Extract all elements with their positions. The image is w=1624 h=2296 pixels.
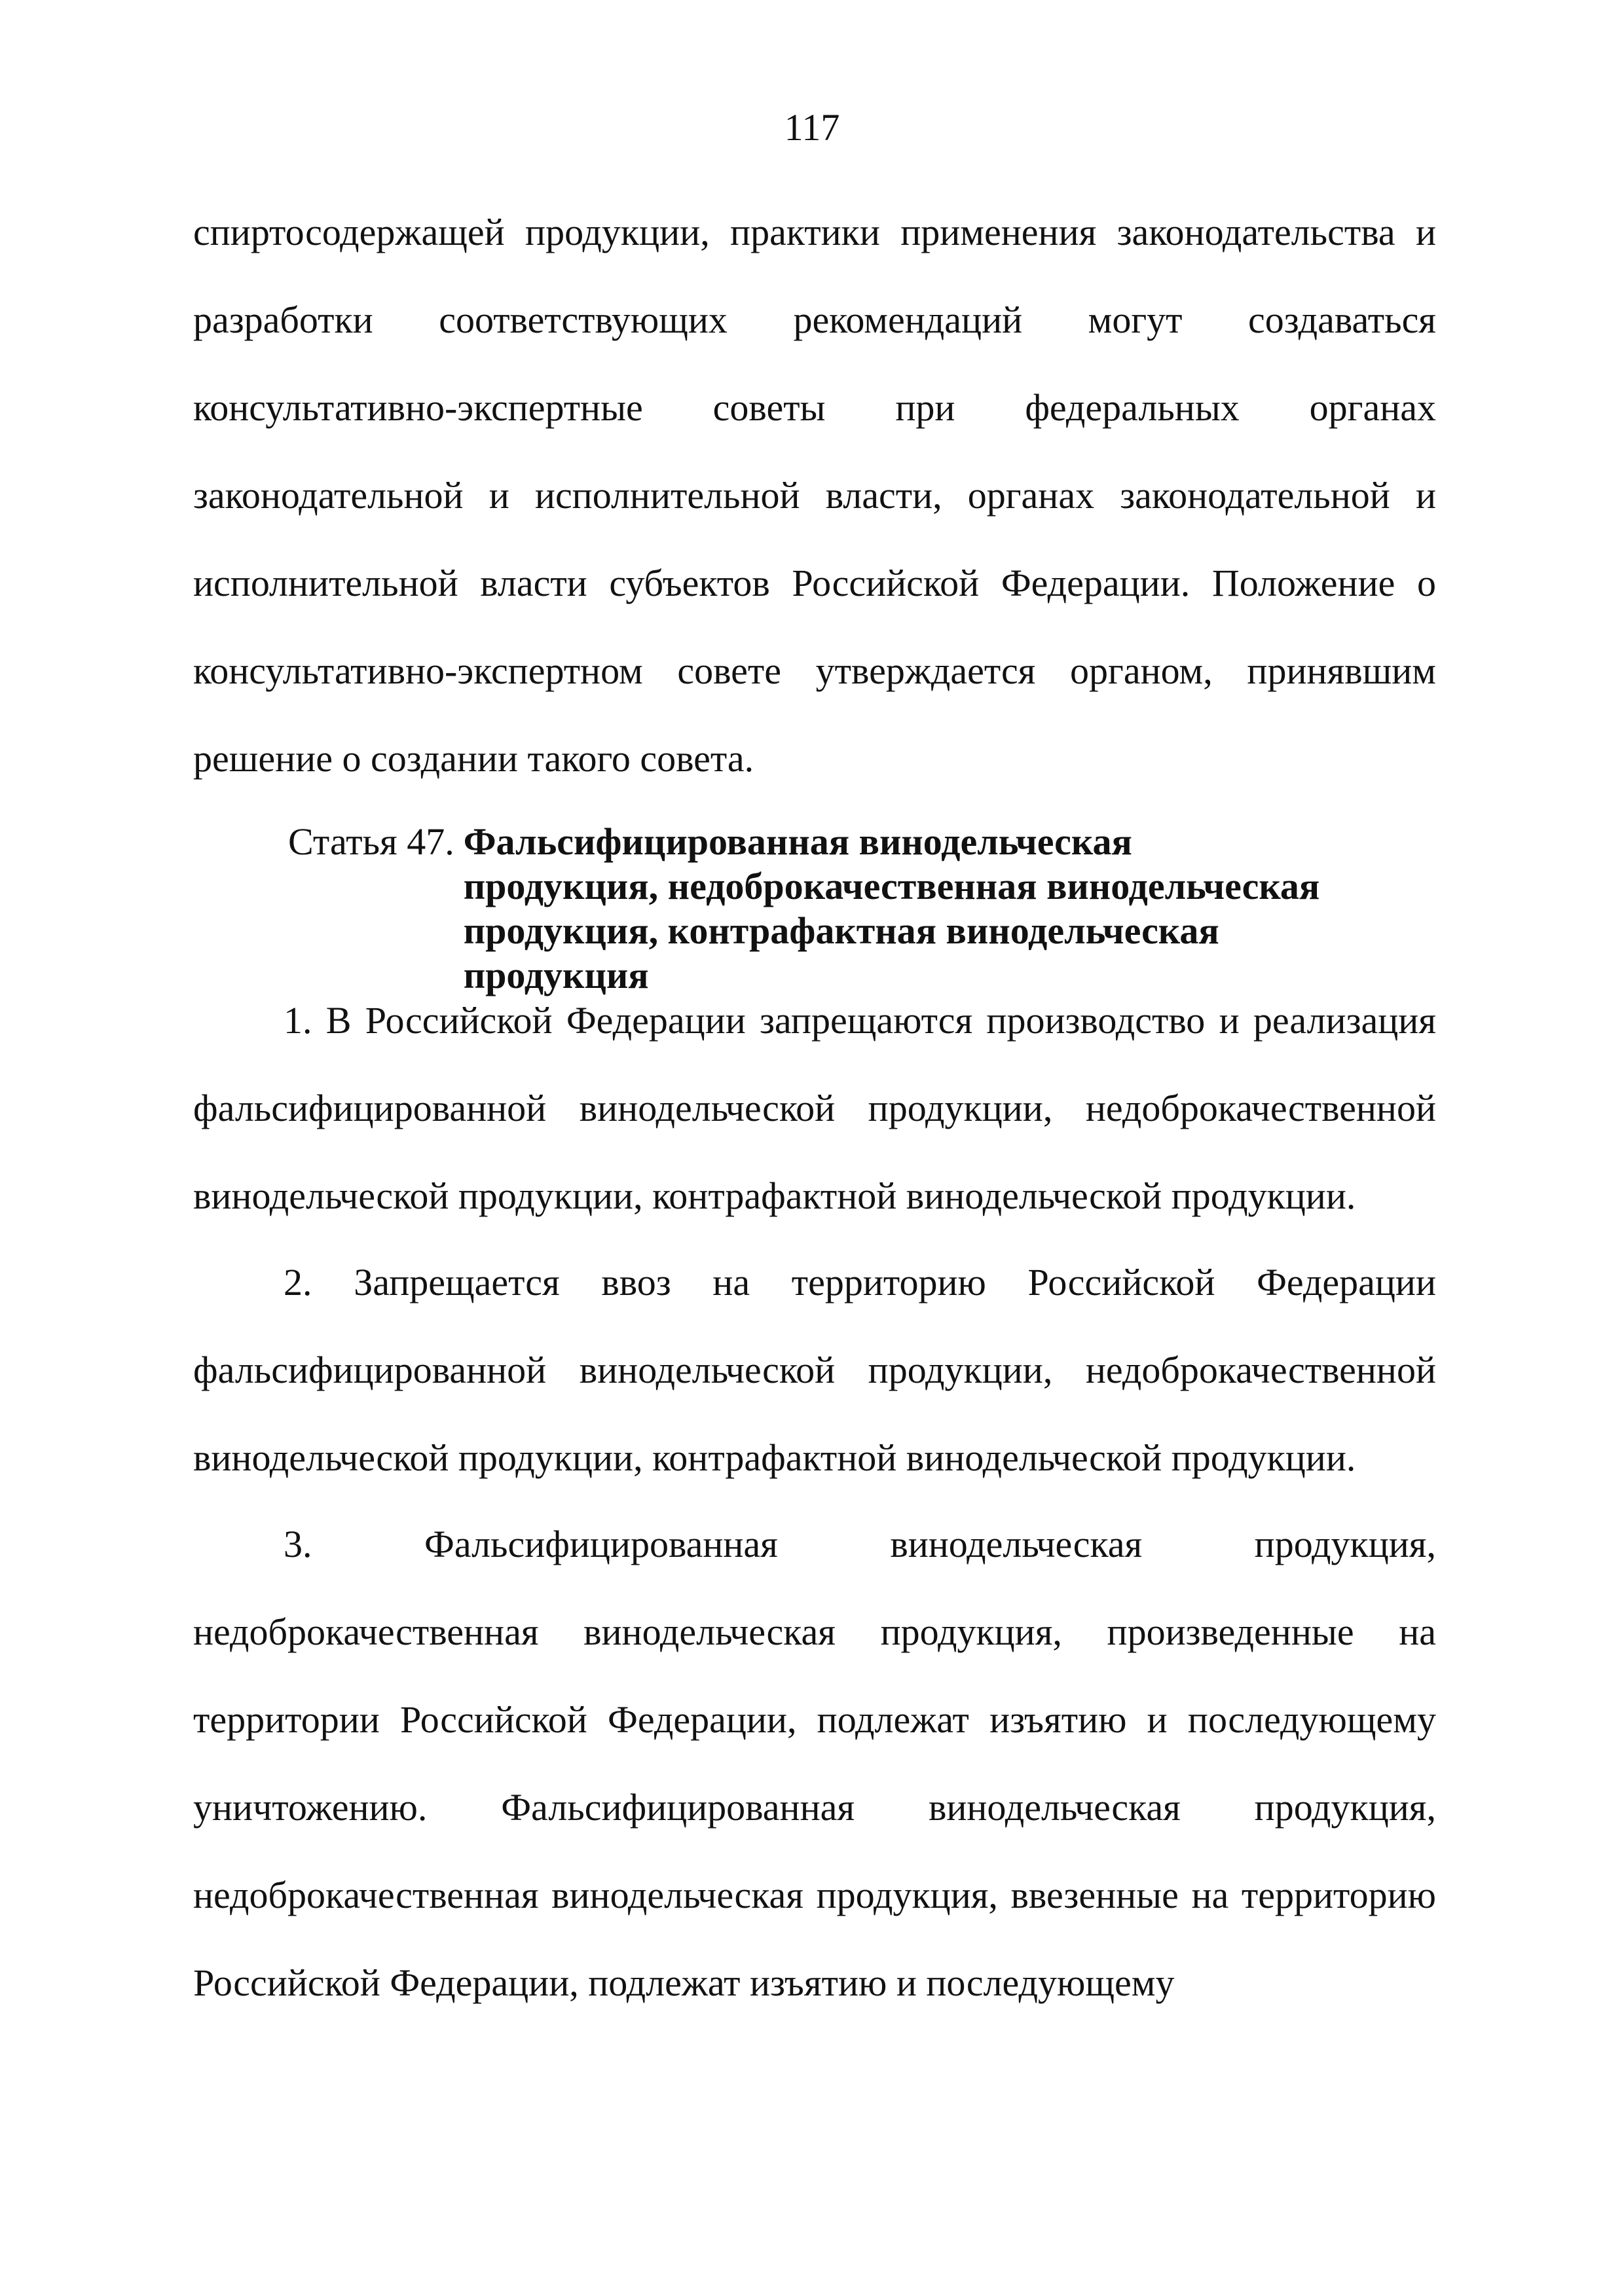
article-title: Фальсифицированная винодельческая продукция, недоброкачественная винодельческая продукция, контрафактная винодельческая продукция: [463, 820, 1320, 996]
intro-paragraph: спиртосодержащей продукции, практики применения законодательства и разработки соответствующих рекомендаций могут создаваться консультативно-экспертные советы при федеральных органах законодательной и исполнительной власти, органах законодательной и исполнительной власти субъектов Российской Федерации. Положение о консультативно-экспертном совете утверждается органом, принявшим решение о создании такого совета.: [193, 211, 1436, 780]
clause-3: 3. Фальсифицированная винодельческая продукция, недоброкачественная винодельческая продукция, произведенные на территории Российской Федерации, подлежат изъятию и последующему уничтожению. Фальсифицированная винодельческая продукция, недоброкачественная винодельческая продукция, ввезенные на территорию Российской Федерации, подлежат изъятию и последующему: [193, 1523, 1436, 2004]
clause-1: 1. В Российской Федерации запрещаются производство и реализация фальсифицированной винодельческой продукции, недоброкачественной винодельческой продукции, контрафактной винодельческой продукции.: [193, 999, 1436, 1217]
article-heading: [288, 820, 1454, 998]
clause-2: 2. Запрещается ввоз на территорию Российской Федерации фальсифицированной винодельческой продукции, недоброкачественной винодельческой продукции, контрафактной винодельческой продукции.: [193, 1261, 1436, 1479]
page-number: 117: [784, 106, 840, 149]
article-label: Статья 47.: [288, 820, 454, 863]
